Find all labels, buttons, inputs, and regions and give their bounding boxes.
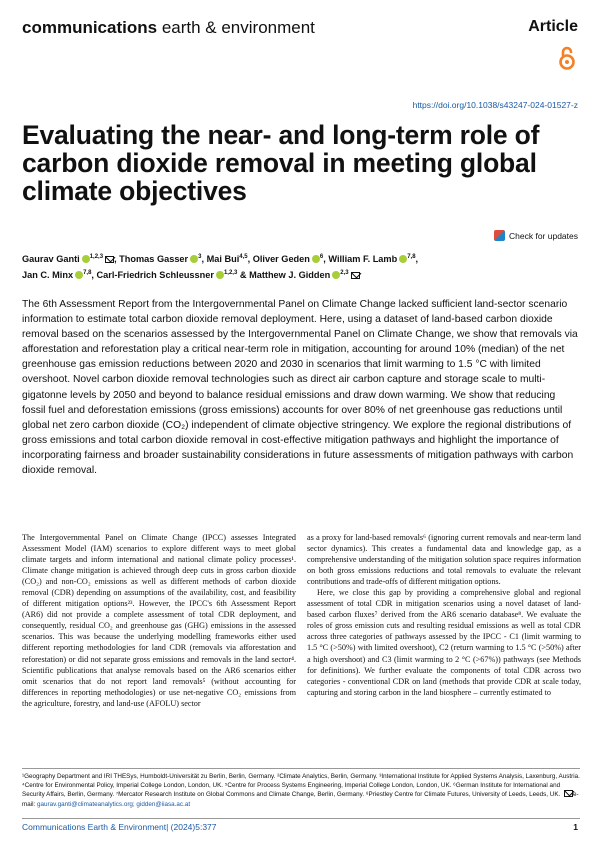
body-column-right [307, 532, 581, 698]
author[interactable]: Carl-Friedrich Schleussner $^{1,2,3}$ [96, 270, 238, 280]
abstract: The 6th Assessment Report from the Intergovernmental Panel on Climate Change lacked sufficient land-sector scenario information to estimate total carbon dioxide removal deployment. Here, using a dataset of land-based carbon dioxide removal based on the scenarios assessed by the Intergovernmental Panel on Climate Change, we show that removals via afforestation and reforestation play a critical near-term role in mitigation, accounting for around 10% (median) of the net greenhouse gas emission reductions between 2020 and 2030 in scenarios that limit warming to 1.5 °C with limited overshoot. Novel carbon dioxide removal technologies such as direct air carbon capture and storage scale to multi-gigatonne levels by 2050 and beyond to balance residual emissions and draw down warming. We show that reducing fossil fuel and deforestation emissions (gross emissions) accounts for over 80% of net greenhouse gas reductions until global net zero carbon dioxide (CO₂) independent of climate objective stringency. We explore the regional distributions of gross emissions and total carbon dioxide removal in cost-effective mitigation pathways and highlight the importance of incorporating fairness and broader sustainability considerations in future assessments of mitigation pathways with carbon dioxide removal. [22, 299, 578, 477]
email-icon[interactable] [351, 272, 360, 279]
orcid-icon[interactable] [190, 255, 198, 263]
body-column-left [22, 532, 296, 709]
email-link[interactable]: gaurav.ganti@climateanalytics.org; gidden@iiasa.ac.at [37, 800, 191, 808]
paragraph: The Intergovernmental Panel on Climate Change (IPCC) assesses Integrated Assessment Model (IAM) scenarios to explore different ways to meet global climate targets and inform international and national climate policy processes¹. Climate change mitigation is achieved through deep cuts in gross carbon dioxide (CO₂) and non-CO₂ emissions as well as different methods of carbon dioxide removal (CDR) depending on assumptions of the availability, cost, and feasibility of different mitigation options²³. However, the IPCC's 6th Assessment Report (AR6) did not provide a complete assessment of total CDR deployment, and consequently, residual CO₂ and greenhouse gas (GHG) emissions in the assessed scenarios. This was because the underlying modelling frameworks either used different reporting methodologies for land CDR (removals via afforestation and reforestation) or did not separate gross emissions and removals in the land sector⁴. Scientific publications that analyse removals based on the AR6 scenarios either omit scenarios that do not report land removals⁵ (without accounting for differences in reporting methodologies) or use net-negative CO₂ emissions from the agriculture, forestry, and land-use (AFOLU) sector [22, 533, 296, 708]
paragraph: Here, we close this gap by providing a comprehensive global and regional assessment of total CDR in mitigation scenarios using a novel dataset of land-based carbon fluxes⁷ derived from the AR6 scenario database⁸. We evaluate the roles of gross emission cuts and resulting residual emissions as well as total CDR across three categories of pathways assessed by the IPCC - C1 (limit warming to 1.5 °C (>50%) with limited overshoot), C2 (return warming to 1.5 °C (>50%) after a high overshoot) and C3 (limit warming to 2 °C (>67%)) pathways (see Methods for definitions). We further evaluate the components of total CDR across two categories - conventional CDR on land (methods that provide CDR at scale today, capturing and storing carbon in the land biosphere – currently estimated to [307, 588, 581, 697]
email-icon [564, 790, 573, 797]
author[interactable]: Mai Bui$^{4,5}$ [206, 254, 248, 264]
author[interactable]: Oliver Geden $^6$ [252, 254, 324, 264]
author[interactable]: Thomas Gasser $^3$ [119, 254, 202, 264]
page-number: 1 [573, 822, 578, 832]
affiliations: ¹Geography Department and IRI THESys, Humboldt-Universität zu Berlin, Berlin, Germany. ²Climate Analytics, Berlin, Germany. ³International Institute for Applied Systems Analysis, Laxenburg, Austria. ⁴Centre for Environmental Policy, Imperial College London, London, UK. ⁵Centre for Process Systems Engineering, Imperial College London, London, UK. ⁶German Institute for International and Security Affairs, Berlin, Germany. ⁷Mercator Research Institute on Global Commons and Climate Change, Berlin, Germany. ⁸Priestley Centre for Climate Futures, University of Leeds, Leeds, UK. e-mail: gaurav.ganti@climateanalytics.org; gidden@iiasa.ac.at [22, 773, 580, 808]
author[interactable]: Gaurav Ganti $^{1,2,3}$ [22, 254, 114, 264]
author[interactable]: Matthew J. Gidden $^{2,3}$ [249, 270, 360, 280]
article-title: Evaluating the near- and long-term role of carbon dioxide removal in meeting global climate objectives [22, 120, 540, 206]
author[interactable]: William F. Lamb $^{7,8}$ [328, 254, 416, 264]
open-access-icon [558, 45, 576, 71]
footnote-divider [22, 768, 580, 769]
journal-name: communications earth & environment [22, 18, 315, 37]
orcid-icon[interactable] [399, 255, 407, 263]
author[interactable]: Jan C. Minx $^{7,8}$ [22, 270, 92, 280]
paragraph: as a proxy for land-based removals⁶ (ignoring current removals and near-term land sector dynamics). This creates a fundamental data and knowledge gap, as a comprehensive understanding of the mitigation solution space requires information on both gross emissions reductions and total removals to evaluate the relevant contributions and trade-offs of different mitigation options. [307, 533, 581, 587]
doi-link[interactable]: https://doi.org/10.1038/s43247-024-01527-z [412, 100, 578, 110]
footer-divider [22, 818, 580, 819]
orcid-icon[interactable] [82, 255, 90, 263]
orcid-icon[interactable] [75, 271, 83, 279]
check-for-updates-button[interactable]: Check for updates [494, 230, 578, 241]
orcid-icon[interactable] [312, 255, 320, 263]
footer-citation: Communications Earth & Environment| (2024)5:377 [22, 822, 217, 832]
author-list: Gaurav Ganti $^{1,2,3}$ , Thomas Gasser $^3$, Mai Bui$^{4,5}$, Oliver Geden $^6$, William F. Lamb $^{7,8}$, Jan C. Minx $^{7,8}$, Carl-Friedrich Schleussner $^{1,2,3}$ & Matthew J. Gidden $^{2,3}$ [22, 254, 419, 280]
article-type: Article [528, 18, 578, 35]
orcid-icon[interactable] [216, 271, 224, 279]
crossmark-icon [494, 230, 505, 241]
email-icon[interactable] [105, 256, 114, 263]
